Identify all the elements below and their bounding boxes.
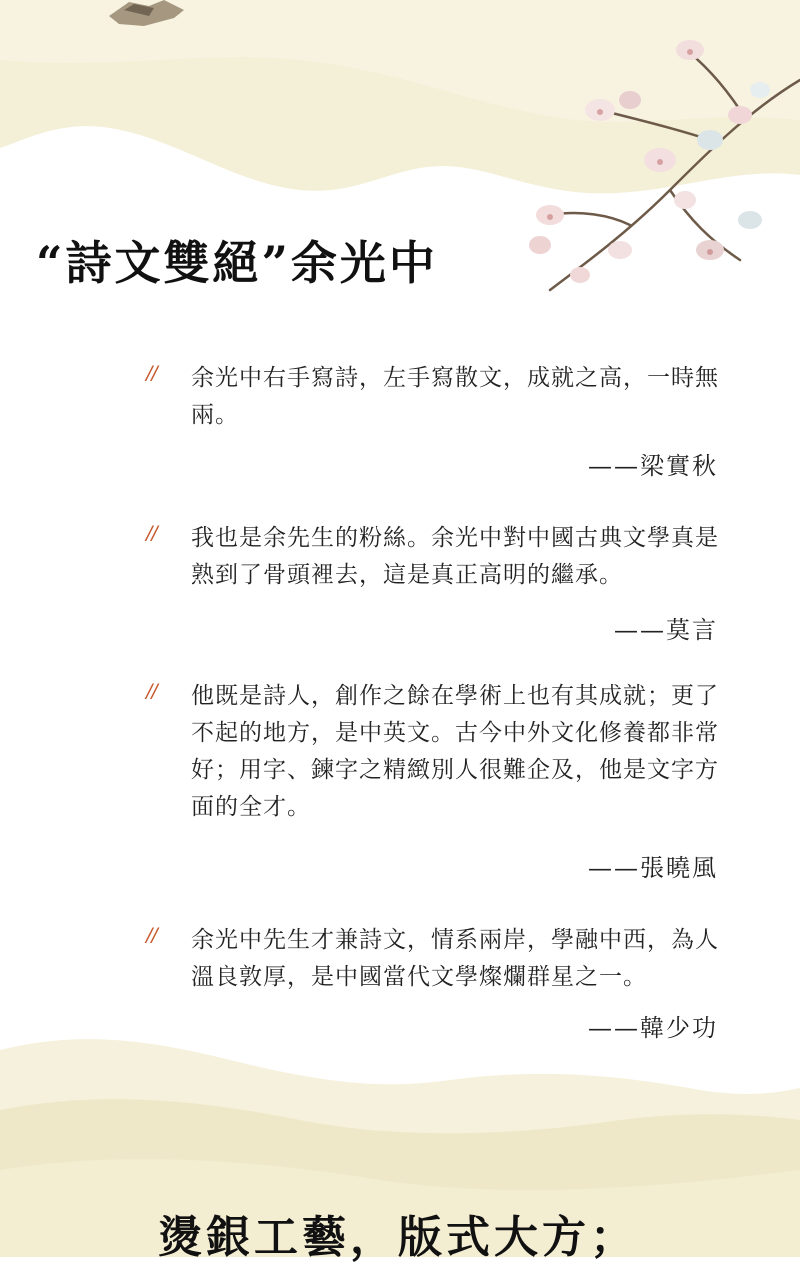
quote-mark-icon: // <box>146 362 157 384</box>
quote-mark-icon: // <box>146 924 157 946</box>
quote-mark-icon: // <box>146 680 157 702</box>
slogan-heading: 燙銀工藝，版式大方； <box>158 1212 638 1263</box>
magnolia-branch-illustration <box>510 20 800 300</box>
quote-text: 余光中先生才兼詩文，情系兩岸，學融中西，為人溫良敦厚，是中國當代文學燦爛群星之一。 <box>191 927 719 990</box>
quote-text: 他既是詩人，創作之餘在學術上也有其成就；更了不起的地方，是中英文。古今中外文化修養都非常好；用字、鍊字之精緻別人很難企及，他是文字方面的全才。 <box>191 683 719 820</box>
page-title: “詩文雙絕”余光中 <box>36 236 438 290</box>
quote-author: ——梁實秋 <box>588 452 718 480</box>
quote-author: ——韓少功 <box>588 1014 718 1042</box>
quote-mark-icon: // <box>146 522 157 544</box>
quote-author: ——張曉風 <box>588 854 718 882</box>
quote-text: 余光中右手寫詩，左手寫散文，成就之高，一時無兩。 <box>191 365 719 428</box>
quote-author: ——莫言 <box>614 616 718 644</box>
pavilion-illustration <box>104 0 194 30</box>
quote-text: 我也是余先生的粉絲。余光中對中國古典文學真是熟到了骨頭裡去，這是真正高明的繼承。 <box>191 525 719 588</box>
